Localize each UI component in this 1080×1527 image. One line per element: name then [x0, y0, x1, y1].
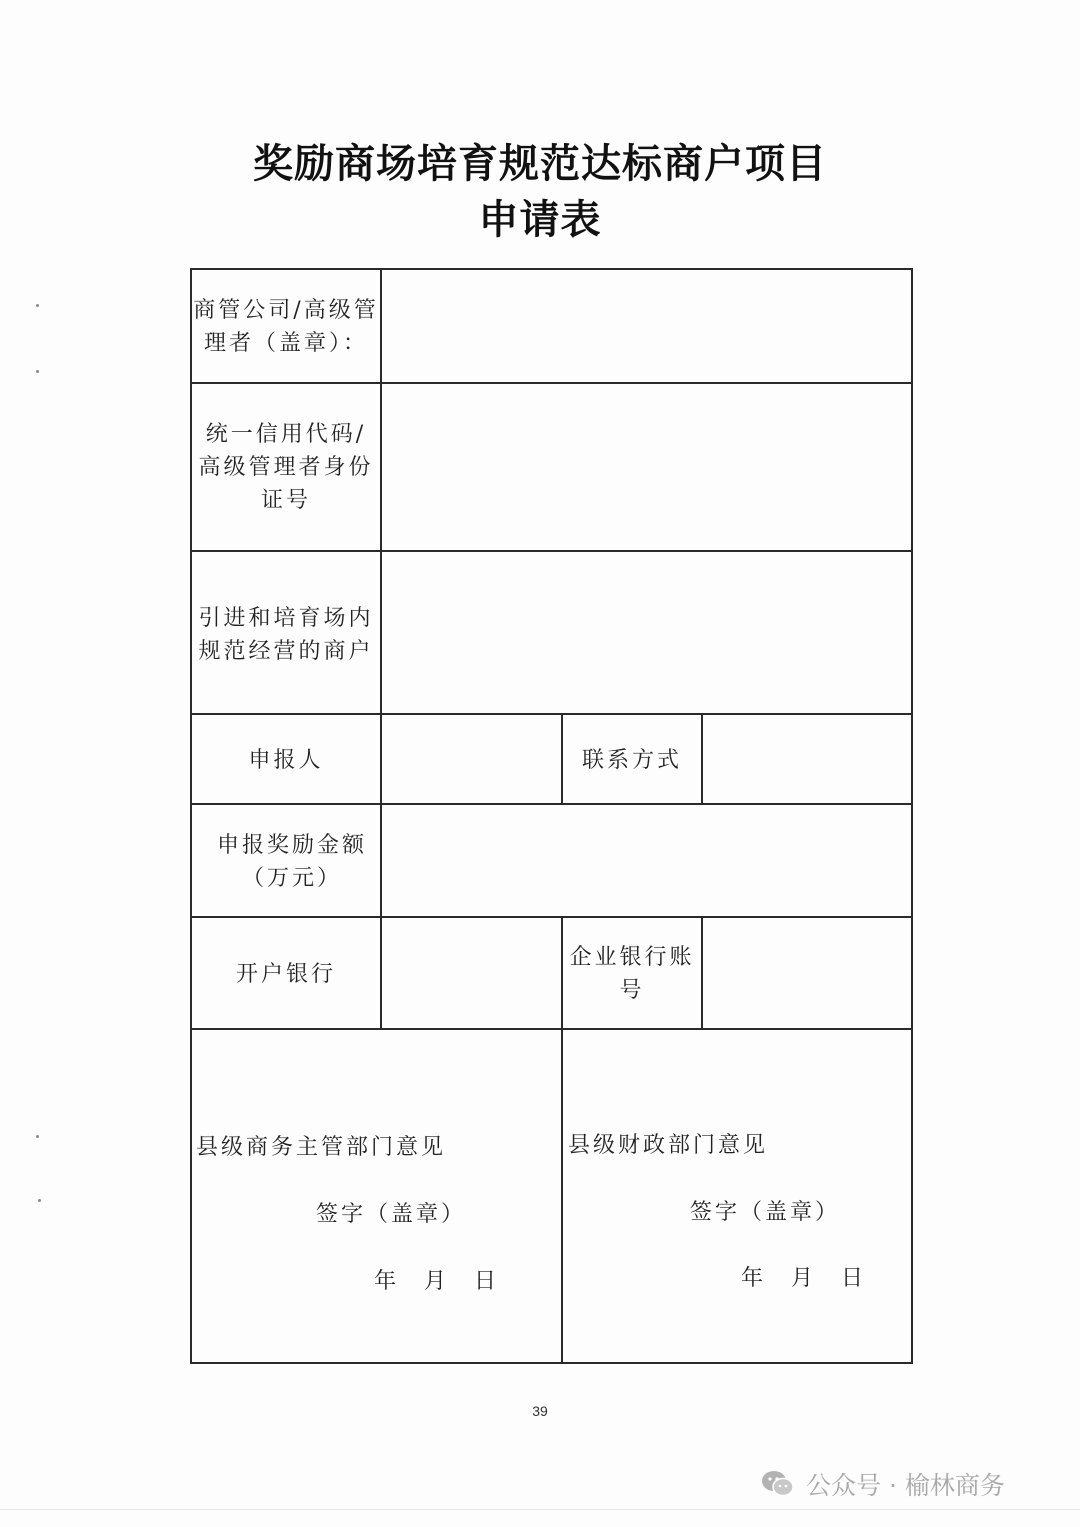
contact-label: 联系方式: [581, 748, 682, 773]
commerce-dept-date: 年 月 日: [374, 1269, 500, 1294]
amount-label-line2: （万元）: [241, 866, 342, 891]
scan-mark: [36, 1135, 39, 1138]
commerce-dept-opinion-title: 县级商务主管部门意见: [196, 1135, 447, 1160]
amount-field[interactable]: [382, 805, 911, 916]
bottom-edge-line: [0, 1509, 1080, 1510]
contact-field[interactable]: [703, 715, 911, 803]
amount-label: [198, 829, 386, 895]
merchant-label-line1: 引进和培育场内: [198, 606, 374, 631]
credit-code-label-line1: 统一信用代码/: [205, 422, 367, 447]
scan-mark: [38, 1199, 41, 1202]
wechat-icon: [760, 1469, 796, 1499]
document-subtitle: 申请表: [478, 196, 602, 243]
company-seal-field[interactable]: [382, 270, 911, 382]
company-label-line1: 商管公司/高级管: [193, 298, 379, 323]
account-field[interactable]: [703, 918, 911, 1028]
merchant-label-line2: 规范经营的商户: [198, 639, 374, 664]
finance-dept-date: 年 月 日: [741, 1266, 867, 1291]
credit-code-label: [192, 418, 380, 517]
commerce-dept-signature: 签字（盖章）: [316, 1202, 467, 1227]
commerce-dept-opinion-field[interactable]: [192, 1030, 561, 1362]
page-number: 39: [532, 1403, 548, 1419]
account-label-line1: 企业银行账: [569, 945, 695, 970]
applicant-field[interactable]: [382, 715, 561, 803]
scan-mark: [36, 304, 39, 307]
account-label: [563, 941, 701, 1007]
merchant-field[interactable]: [382, 552, 911, 713]
company-label-line2: 理者（盖章）：: [203, 331, 368, 356]
application-form-table: [190, 268, 913, 1364]
bank-label: 开户银行: [235, 962, 336, 987]
applicant-label: 申报人: [248, 748, 324, 773]
amount-label-line1: 申报奖励金额: [216, 833, 367, 858]
document-title: 奖励商场培育规范达标商户项目: [253, 140, 827, 187]
credit-code-label-line3: 证号: [260, 488, 311, 513]
finance-dept-opinion-title: 县级财政部门意见: [568, 1133, 769, 1158]
bank-field[interactable]: [382, 918, 561, 1028]
account-label-line2: 号: [619, 978, 645, 1003]
credit-code-field[interactable]: [382, 384, 911, 550]
scan-mark: [36, 370, 39, 373]
wechat-watermark: [760, 1466, 1005, 1502]
merchant-label: [192, 602, 380, 668]
company-label: [192, 294, 380, 360]
watermark-text: 公众号 · 榆林商务: [806, 1471, 1005, 1500]
credit-code-label-line2: 高级管理者身份: [198, 455, 374, 480]
finance-dept-signature: 签字（盖章）: [690, 1200, 841, 1225]
